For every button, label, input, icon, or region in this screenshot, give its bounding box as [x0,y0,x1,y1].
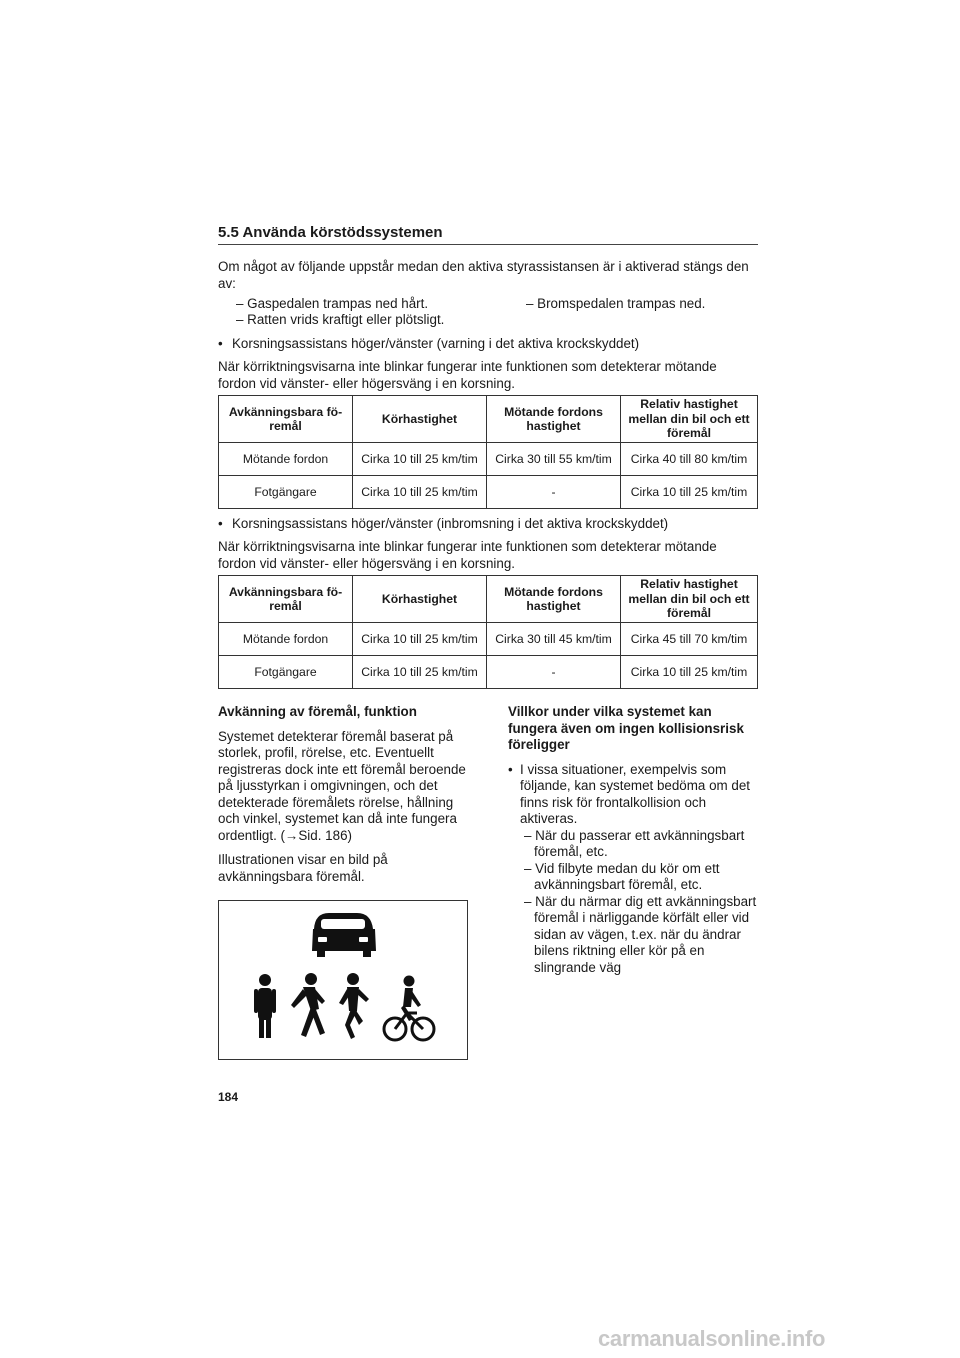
table-cell: - [487,476,621,509]
table-header-cell: Körhastighet [353,396,487,443]
table-row [219,443,758,476]
table-header-cell: Relativ hastighet mellan din bil och ett föremål [621,396,758,443]
table-warning [218,395,758,509]
left-column [218,704,468,885]
bullet-braking [218,516,758,533]
table-header-cell: Körhastighet [353,576,487,623]
table-cell: Cirka 10 till 25 km/tim [353,656,487,689]
table-header-cell: Mötande fordons hastighet [487,396,621,443]
table-cell: Cirka 10 till 25 km/tim [353,623,487,656]
cyclist-icon [384,976,434,1041]
standing-person-icon [254,974,276,1038]
condition-right-1: – Bromspedalen trampas ned. [526,296,706,311]
right-bullet [508,762,758,828]
condition-left-1: – Gaspedalen trampas ned hårt. [236,296,429,311]
detectable-objects-figure [218,900,468,1060]
page-number: 184 [218,1090,239,1104]
car-icon [312,913,376,957]
bullet-braking-text: Korsningsassistans höger/vänster (inbromsning i det aktiva krockskyddet) [232,516,669,531]
running-person-icon [339,973,369,1039]
table-cell: Cirka 30 till 55 km/tim [487,443,621,476]
paragraph-2: När körriktningsvisarna inte blinkar fungerar inte funktionen som detekterar mötande fordon vid vänster- eller högersväng i en korsning. [218,539,717,571]
table-header-row [219,396,758,443]
table-header-cell: Mötande fordons hastighet [487,576,621,623]
table-cell: Mötande fordon [219,623,353,656]
table-header-cell: Avkänningsbara fö-remål [219,576,353,623]
list-item: – När du närmar dig ett avkänningsbart föremål i närliggande körfält eller vid sidan av vägen, t.ex. när du ändrar bilens riktning eller kör på en slingrande väg [524,893,757,975]
table-braking [218,575,758,689]
section-title: 5.5 Använda körstödssystemen [218,224,443,241]
list-item: – När du passerar ett avkänningsbart föremål, etc. [524,827,745,859]
table-row [219,476,758,509]
right-bullet-text: I vissa situationer, exempelvis som följande, kan systemet bedöma om det finns risk för frontalkollision och aktiveras. [520,761,751,826]
table-cell: Fotgängare [219,476,353,509]
bullet-dot: • [508,761,513,777]
table-cell: Cirka 10 till 25 km/tim [353,443,487,476]
list-item: – Vid filbyte medan du kör om ett avkänningsbart föremål, etc. [524,860,720,892]
section-rule [218,244,758,245]
table-row [219,623,758,656]
bullet-warning-text: Korsningsassistans höger/vänster (varning i det aktiva krockskyddet) [232,336,640,351]
condition-left-2: – Ratten vrids kraftigt eller plötsligt. [236,312,445,327]
left-paragraph-2: Illustrationen visar en bild på avkänningsbara föremål. [218,852,388,884]
table-cell: Fotgängare [219,656,353,689]
table-cell: Cirka 10 till 25 km/tim [353,476,487,509]
table-cell: Cirka 10 till 25 km/tim [621,476,758,509]
table-cell: Mötande fordon [219,443,353,476]
bullet-warning [218,336,758,353]
table-cell: Cirka 30 till 45 km/tim [487,623,621,656]
figure-illustration [219,901,467,1059]
bullet-dot: • [218,336,223,351]
table-header-cell: Relativ hastighet mellan din bil och ett föremål [621,576,758,623]
right-column [508,704,758,976]
intro-text: Om något av följande uppstår medan den aktiva styrassistansen är i aktiverad stängs den av: [218,259,749,291]
table-row [219,656,758,689]
watermark: carmanualsonline.info [598,1326,826,1351]
table-header-cell: Avkänningsbara fö-remål [219,396,353,443]
table-cell: - [487,656,621,689]
left-paragraph-1: Systemet detekterar föremål baserat på storlek, profil, rörelse, etc. Eventuellt registreras dock inte ett föremål beroende på ljusstyrkan i omgivningen, och det detekterade föremålets rörelse, hållning och vinkel, systemet kan då inte fungera ordentligt. (→Sid. 186) [218,728,466,843]
table-cell: Cirka 40 till 80 km/tim [621,443,758,476]
right-sublist [524,828,758,977]
table-cell: Cirka 10 till 25 km/tim [621,656,758,689]
table-header-row [219,576,758,623]
left-heading: Avkänning av föremål, funktion [218,704,417,719]
walking-person-icon [291,973,325,1037]
right-heading: Villkor under vilka systemet kan fungera även om ingen kollisionsrisk föreligger [508,704,744,752]
paragraph-1: När körriktningsvisarna inte blinkar fungerar inte funktionen som detekterar mötande fordon vid vänster- eller högersväng i en korsning. [218,359,717,391]
bullet-dot: • [218,516,223,531]
table-cell: Cirka 45 till 70 km/tim [621,623,758,656]
